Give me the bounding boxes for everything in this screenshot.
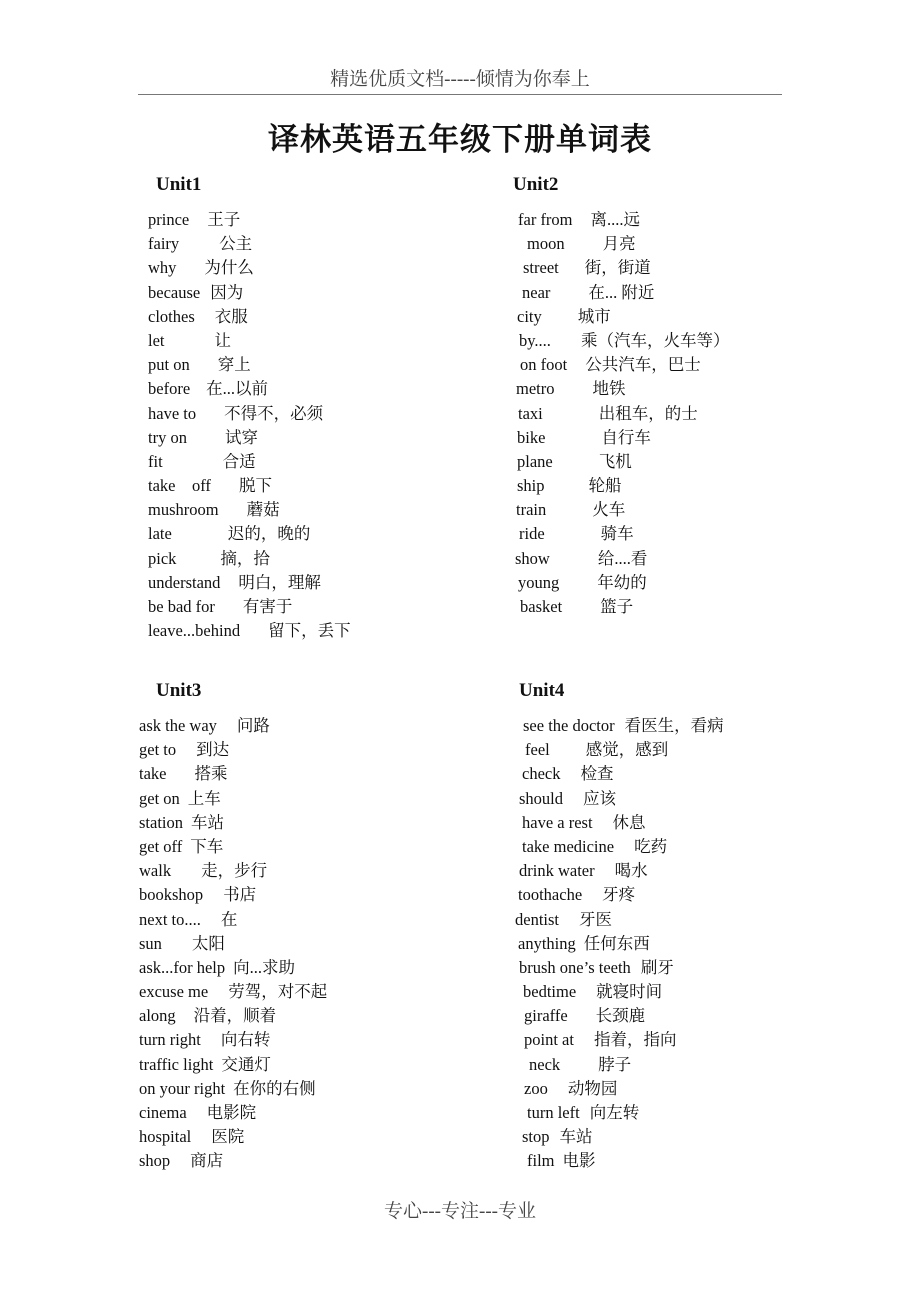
word-chinese: 因为 [210, 282, 244, 302]
word-entry [139, 908, 327, 932]
word-entry [139, 835, 327, 859]
word-english: bike [517, 427, 546, 447]
word-english: show [515, 548, 550, 568]
word-english: dentist [515, 909, 559, 929]
word-english: street [523, 258, 559, 278]
word-chinese: 地铁 [592, 379, 626, 399]
word-chinese: 商店 [190, 1151, 224, 1171]
word-english: have a rest [522, 812, 593, 832]
word-chinese: 车站 [559, 1127, 593, 1147]
word-chinese: 牙疼 [602, 885, 636, 905]
word-chinese: 在 [220, 909, 238, 929]
word-english: walk [139, 861, 172, 881]
word-entry [515, 956, 724, 980]
word-entry [515, 426, 729, 450]
word-english: take off [148, 476, 211, 496]
word-chinese: 动物园 [567, 1078, 618, 1098]
word-entry [515, 714, 724, 738]
word-chinese: 劳驾，对不起 [228, 982, 328, 1002]
word-entry [515, 1149, 724, 1173]
word-chinese: 就寝时间 [596, 982, 663, 1002]
word-entry [148, 329, 351, 353]
word-english: fairy [148, 234, 180, 254]
word-entry [148, 619, 351, 643]
word-entry [515, 522, 729, 546]
word-chinese: 轮船 [588, 476, 622, 496]
word-english: ask...for help [139, 957, 226, 977]
word-chinese: 为什么 [204, 258, 254, 278]
word-entry [139, 980, 327, 1004]
word-english: film [527, 1151, 555, 1171]
word-chinese: 离....远 [590, 210, 641, 229]
word-english: have to [148, 403, 197, 423]
word-entry [139, 1053, 327, 1077]
word-entry [515, 256, 729, 280]
unit-4-title: Unit4 [519, 680, 565, 701]
word-chinese: 上车 [187, 788, 221, 808]
word-chinese: 蘑菇 [246, 500, 280, 520]
word-entry [515, 377, 729, 401]
word-english: check [522, 764, 561, 784]
word-chinese: 看医生，看病 [624, 716, 724, 735]
word-chinese: 休息 [612, 812, 646, 832]
word-english: should [519, 788, 564, 808]
word-entry [515, 787, 724, 811]
word-entry [515, 305, 729, 329]
word-chinese: 应该 [583, 788, 617, 808]
word-entry [148, 450, 351, 474]
word-entry [515, 811, 724, 835]
word-english: why [148, 258, 177, 278]
word-chinese: 在你的右侧 [233, 1078, 316, 1098]
word-english: train [516, 500, 547, 520]
word-chinese: 自行车 [601, 427, 651, 447]
word-english: fit [148, 451, 163, 471]
word-entry [148, 281, 351, 305]
word-english: metro [516, 379, 555, 399]
word-english: shop [139, 1151, 171, 1171]
word-english: moon [527, 234, 565, 254]
word-chinese: 任何东西 [583, 933, 650, 953]
word-chinese: 脖子 [598, 1054, 632, 1074]
word-chinese: 电影 [562, 1151, 596, 1171]
word-entry [515, 547, 729, 571]
page-footer: 专心---专注---专业 [384, 1201, 536, 1222]
word-entry [148, 377, 351, 401]
word-chinese: 电影院 [206, 1103, 257, 1122]
word-chinese: 公主 [219, 234, 253, 254]
word-entry [148, 595, 351, 619]
word-entry [148, 208, 351, 232]
word-english: drink water [519, 861, 595, 881]
word-english: turn right [139, 1030, 201, 1050]
word-english: point at [524, 1030, 574, 1050]
word-english: plane [517, 451, 553, 471]
word-entry [139, 859, 327, 883]
word-chinese: 给....看 [597, 548, 648, 568]
unit-1-word-list [148, 208, 351, 643]
word-chinese: 指着，指向 [593, 1030, 677, 1050]
word-entry [515, 762, 724, 786]
word-chinese: 走，步行 [201, 861, 268, 881]
word-chinese: 吃药 [634, 836, 668, 856]
word-english: leave...behind [148, 621, 241, 641]
word-english: basket [520, 597, 563, 616]
word-entry [515, 1053, 724, 1077]
word-chinese: 交通灯 [221, 1054, 271, 1074]
word-english: on your right [139, 1078, 226, 1098]
page-header: 精选优质文档-----倾情为你奉上 [330, 69, 590, 90]
word-entry [515, 1101, 724, 1125]
word-english: station [139, 812, 183, 832]
word-chinese: 向左转 [589, 1103, 640, 1122]
word-chinese: 车站 [191, 812, 224, 832]
word-chinese: 脱下 [238, 476, 272, 496]
word-chinese: 长颈鹿 [595, 1006, 646, 1026]
word-entry [515, 232, 729, 256]
word-english: ship [517, 476, 545, 496]
word-english: along [139, 1006, 176, 1026]
word-english: pick [148, 548, 177, 568]
word-chinese: 火车 [592, 500, 626, 520]
unit-3-title: Unit3 [156, 680, 202, 701]
word-english: traffic light [139, 1054, 214, 1074]
word-english: take medicine [522, 836, 615, 856]
word-english: mushroom [148, 500, 219, 520]
word-chinese: 街，街道 [584, 258, 651, 278]
word-chinese: 在... 附近 [588, 282, 655, 302]
word-entry [515, 1004, 724, 1028]
word-english: ride [519, 524, 545, 544]
word-chinese: 王子 [207, 210, 241, 229]
word-entry [515, 450, 729, 474]
word-english: ask the way [139, 716, 217, 735]
word-english: late [148, 524, 172, 544]
word-english: be bad for [148, 597, 215, 616]
word-entry [139, 1004, 327, 1028]
word-chinese: 问路 [236, 716, 270, 735]
word-chinese: 篮子 [600, 597, 634, 616]
word-chinese: 明白，理解 [238, 572, 321, 592]
word-chinese: 合适 [222, 451, 256, 471]
word-entry [515, 835, 724, 859]
word-english: giraffe [524, 1006, 568, 1026]
word-entry [148, 426, 351, 450]
word-english: get to [139, 740, 177, 760]
word-chinese: 喝水 [614, 861, 648, 881]
word-english: see the doctor [523, 716, 615, 735]
word-chinese: 刷牙 [640, 957, 674, 977]
word-english: zoo [524, 1078, 548, 1098]
word-entry [515, 595, 729, 619]
word-chinese: 骑车 [600, 524, 634, 544]
word-entry [515, 329, 729, 353]
word-chinese: 检查 [580, 764, 614, 784]
word-english: toothache [518, 885, 583, 905]
word-chinese: 乘（汽车，火车等） [580, 330, 730, 350]
word-chinese: 向右转 [220, 1030, 271, 1050]
word-chinese: 年幼的 [597, 572, 647, 592]
word-english: neck [529, 1054, 561, 1074]
word-entry [148, 547, 351, 571]
word-chinese: 到达 [196, 740, 230, 760]
word-entry [148, 402, 351, 426]
word-chinese: 飞机 [598, 451, 632, 471]
word-entry [148, 353, 351, 377]
word-chinese: 牙医 [579, 909, 612, 929]
word-entry [515, 353, 729, 377]
word-english: sun [139, 933, 162, 953]
word-chinese: 向...求助 [233, 957, 296, 977]
unit-2-word-list [515, 208, 729, 619]
word-english: by.... [519, 330, 551, 350]
word-chinese: 在...以前 [206, 379, 269, 399]
word-english: prince [148, 210, 190, 229]
unit-1-title: Unit1 [156, 174, 202, 195]
word-entry [139, 956, 327, 980]
word-entry [148, 474, 351, 498]
word-english: city [517, 306, 542, 326]
word-english: near [522, 282, 551, 302]
word-chinese: 感觉，感到 [585, 740, 669, 760]
word-chinese: 衣服 [214, 306, 248, 326]
word-english: bookshop [139, 885, 204, 905]
word-entry [515, 1028, 724, 1052]
word-entry [139, 811, 327, 835]
word-entry [515, 498, 729, 522]
word-chinese: 搭乘 [194, 764, 228, 784]
word-entry [139, 738, 327, 762]
word-chinese: 城市 [577, 306, 611, 326]
word-entry [139, 932, 327, 956]
word-entry [139, 787, 327, 811]
word-entry [515, 571, 729, 595]
unit-3-word-list [139, 714, 327, 1174]
word-entry [139, 1077, 327, 1101]
word-english: because [148, 282, 201, 302]
word-entry [148, 498, 351, 522]
word-english: turn left [527, 1103, 580, 1122]
word-english: understand [148, 572, 221, 592]
word-english: next to.... [139, 909, 201, 929]
word-english: let [148, 330, 165, 350]
word-entry [515, 281, 729, 305]
header-divider [138, 94, 782, 95]
unit-2-title: Unit2 [513, 174, 559, 195]
word-entry [139, 1149, 327, 1173]
word-english: get off [139, 836, 183, 856]
word-entry [515, 980, 724, 1004]
word-chinese: 出租车，的士 [598, 403, 698, 423]
word-entry [515, 474, 729, 498]
page-title: 译林英语五年级下册单词表 [268, 122, 652, 157]
word-entry [139, 762, 327, 786]
word-chinese: 月亮 [602, 234, 636, 254]
word-chinese: 不得不，必须 [224, 403, 324, 423]
word-chinese: 有害于 [242, 597, 293, 616]
word-english: hospital [139, 1127, 192, 1147]
word-entry [139, 1101, 327, 1125]
word-entry [515, 1077, 724, 1101]
word-chinese: 摘，拾 [220, 548, 270, 568]
word-entry [515, 402, 729, 426]
word-english: taxi [518, 403, 543, 423]
word-entry [148, 571, 351, 595]
word-entry [515, 738, 724, 762]
word-english: clothes [148, 306, 195, 326]
word-english: far from [518, 210, 573, 229]
word-chinese: 穿上 [217, 355, 251, 375]
word-chinese: 公共汽车，巴士 [585, 355, 701, 375]
word-chinese: 沿着，顺着 [193, 1006, 277, 1026]
word-chinese: 下车 [190, 836, 224, 856]
word-english: cinema [139, 1103, 187, 1122]
word-entry [148, 522, 351, 546]
word-entry [139, 1028, 327, 1052]
word-entry [148, 232, 351, 256]
word-chinese: 书店 [223, 885, 257, 905]
word-chinese: 太阳 [191, 933, 225, 953]
word-entry [515, 908, 724, 932]
word-entry [148, 256, 351, 280]
word-english: before [148, 379, 191, 399]
word-chinese: 留下，丢下 [268, 621, 351, 641]
word-english: on foot [520, 355, 568, 375]
word-english: take [139, 764, 167, 784]
unit-4-word-list [515, 714, 724, 1174]
word-entry [139, 714, 327, 738]
word-entry [515, 932, 724, 956]
word-english: try on [148, 427, 187, 447]
word-chinese: 让 [214, 330, 231, 350]
word-english: excuse me [139, 982, 209, 1002]
word-english: get on [139, 788, 180, 808]
word-entry [515, 1125, 724, 1149]
word-entry [515, 208, 729, 232]
word-entry [139, 1125, 327, 1149]
word-english: stop [522, 1127, 550, 1147]
word-english: bedtime [523, 982, 577, 1002]
word-english: feel [525, 740, 550, 760]
word-chinese: 试穿 [224, 427, 258, 447]
word-entry [515, 883, 724, 907]
word-entry [139, 883, 327, 907]
word-entry [148, 305, 351, 329]
word-chinese: 迟的，晚的 [227, 524, 311, 544]
word-english: anything [518, 933, 576, 953]
word-entry [515, 859, 724, 883]
word-english: young [518, 572, 560, 592]
word-english: brush one’s teeth [519, 957, 631, 977]
word-english: put on [148, 355, 190, 375]
word-chinese: 医院 [211, 1127, 245, 1147]
